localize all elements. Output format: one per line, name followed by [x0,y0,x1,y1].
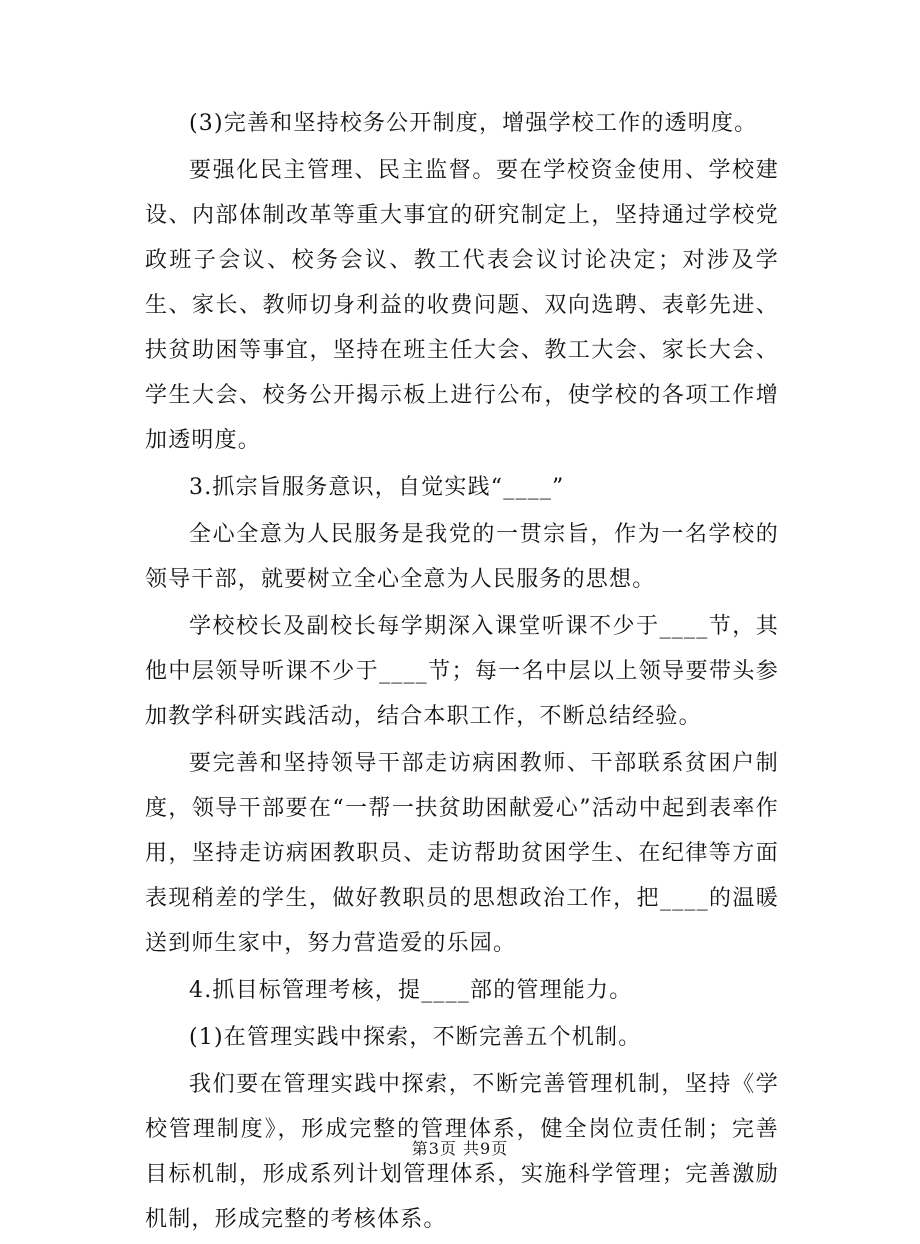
document-body [145,101,779,1244]
page-number-footer: 第3页 共9页 [411,1139,509,1158]
paragraph-democratic-management: 要强化民主管理、民主监督。要在学校资金使用、学校建设、内部体制改革等重大事宜的研究制定上，坚持通过学校党政班子会议、校务会议、教工代表会议讨论决定；对涉及学生、家长、教师切身利益的收费问题、双向选聘、表彰先进、扶贫助困等事宜，坚持在班主任大会、教工大会、家长大会、学生大会、校务公开揭示板上进行公布，使学校的各项工作增加透明度。 [145,158,779,453]
section-heading-3-1: (3)完善和坚持校务公开制度，增强学校工作的透明度。 [189,111,758,136]
paragraph-serve-people: 全心全意为人民服务是我党的一贯宗旨，作为一名学校的领导干部，就要树立全心全意为人民服务的思想。 [145,522,779,592]
section-heading-4: 4.抓目标管理考核，提____部的管理能力。 [189,978,633,1003]
paragraph-class-observation: 学校校长及副校长每学期深入课堂听课不少于____节，其他中层领导听课不少于____节；每一名中层以上领导要带头参加教学科研实践活动，结合本职工作，不断总结经验。 [145,614,779,729]
paragraph-management-mechanisms: 我们要在管理实践中探索，不断完善管理机制，坚持《学校管理制度》，形成完整的管理体系，健全岗位责任制；完善目标机制，形成系列计划管理体系，实施科学管理；完善激励机制，形成完整的考核体系。 [145,1072,779,1232]
section-heading-4-1: (1)在管理实践中探索，不断完善五个机制。 [189,1025,642,1050]
section-heading-3: 3.抓宗旨服务意识，自觉实践“____” [189,475,565,500]
paragraph-visit-system: 要完善和坚持领导干部走访病困教师、干部联系贫困户制度，领导干部要在“一帮一扶贫助困献爱心”活动中起到表率作用，坚持走访病困教职员、走访帮助贫困学生、在纪律等方面表现稍差的学生，做好教职员的思想政治工作，把____的温暖送到师生家中，努力营造爱的乐园。 [145,751,779,956]
